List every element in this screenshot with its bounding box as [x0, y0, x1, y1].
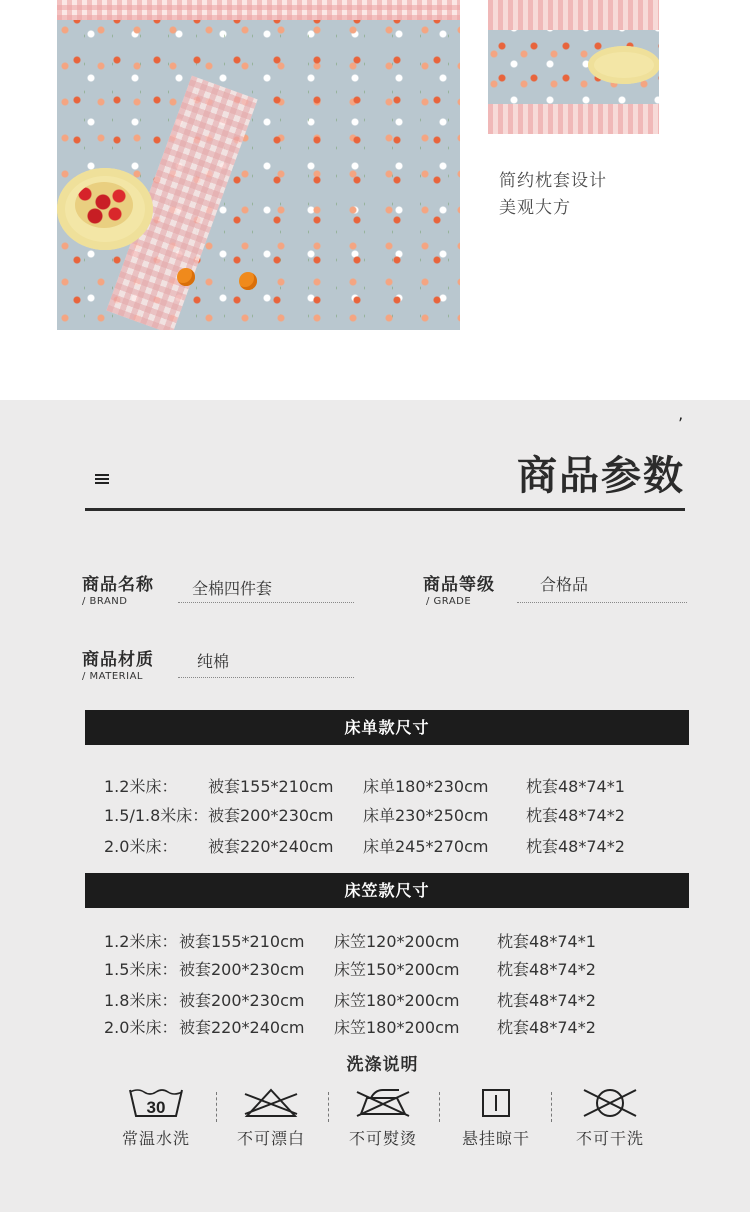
spec-brand [82, 570, 273, 607]
photo-caption [499, 168, 607, 222]
bowl [588, 46, 659, 84]
pillowcase-size: 枕套48*74*2 [497, 1018, 596, 1037]
pillowcase-size: 枕套48*74*1 [497, 932, 596, 951]
dotted-line [178, 677, 354, 678]
bed-size: 1.5米床： [104, 960, 178, 979]
bed-size: 2.0米床： [104, 837, 178, 856]
caption-line: 美观大方 [499, 198, 571, 218]
wash-label: 不可漂白 [236, 1129, 305, 1148]
fitted-size-header: 床笠款尺寸 [85, 873, 689, 908]
wash-label: 不可干洗 [575, 1129, 644, 1148]
no-dry-clean-icon [580, 1086, 640, 1120]
no-iron-icon [353, 1086, 413, 1120]
quote-mark: ’ [678, 414, 684, 433]
separator [328, 1092, 329, 1122]
spec-grade [423, 570, 589, 607]
menu-icon [95, 474, 109, 485]
wash-30-icon [126, 1086, 186, 1120]
wash-item [106, 1086, 206, 1149]
wash-temp: 30 [146, 1098, 166, 1117]
spec-value: 纯棉 [197, 652, 230, 671]
orange-fruit [239, 272, 257, 290]
fitted-sheet-size: 床笠180*200cm [334, 1018, 460, 1037]
spec-sublabel: / BRAND [82, 596, 128, 607]
pink-sheet [488, 0, 659, 30]
panel-title: 商品参数 [517, 453, 685, 499]
product-photo-area [0, 0, 750, 400]
duvet-size: 被套155*210cm [179, 932, 305, 951]
spec-material [82, 645, 230, 682]
no-bleach-icon [241, 1086, 301, 1120]
bed-size: 2.0米床： [104, 1018, 178, 1037]
wash-instructions-title: 洗涤说明 [346, 1055, 419, 1075]
separator [216, 1092, 217, 1122]
strawberry-bowl [57, 168, 153, 250]
dotted-line [517, 602, 687, 603]
pillow-photo [57, 0, 460, 330]
sheet-size: 床单230*250cm [363, 806, 489, 825]
duvet-size: 被套220*240cm [179, 1018, 305, 1037]
separator [551, 1092, 552, 1122]
sheet-size-header: 床单款尺寸 [85, 710, 689, 745]
sheet-size: 床单245*270cm [363, 837, 489, 856]
wash-label: 悬挂晾干 [461, 1129, 530, 1148]
wash-label: 常温水洗 [121, 1129, 190, 1148]
pillow-detail-photo [488, 0, 659, 134]
pillowcase-size: 枕套48*74*1 [526, 777, 625, 796]
spec-label: 商品名称 [82, 575, 154, 595]
gingham-sheet [57, 0, 460, 20]
fitted-sheet-size: 床笠150*200cm [334, 960, 460, 979]
duvet-size: 被套200*230cm [179, 991, 305, 1010]
wash-item [446, 1086, 546, 1149]
bed-size: 1.5/1.8米床： [104, 806, 209, 825]
duvet-size: 被套220*240cm [208, 837, 334, 856]
fitted-sheet-size: 床笠180*200cm [334, 991, 460, 1010]
bed-size: 1.2米床： [104, 777, 178, 796]
wash-item [560, 1086, 660, 1149]
spec-sublabel: / MATERIAL [82, 671, 143, 682]
bed-size: 1.8米床： [104, 991, 178, 1010]
pillowcase-size: 枕套48*74*2 [497, 960, 596, 979]
pillowcase-size: 枕套48*74*2 [497, 991, 596, 1010]
caption-line: 简约枕套设计 [499, 171, 607, 191]
duvet-size: 被套155*210cm [208, 777, 334, 796]
orange-fruit [177, 268, 195, 286]
spec-value: 全棉四件套 [192, 579, 273, 598]
wash-item [333, 1086, 433, 1149]
pillowcase-size: 枕套48*74*2 [526, 837, 625, 856]
dotted-line [178, 602, 354, 603]
pink-sheet [488, 104, 659, 134]
title-divider [85, 508, 685, 511]
wash-label: 不可熨烫 [348, 1129, 417, 1148]
duvet-size: 被套200*230cm [179, 960, 305, 979]
spec-sublabel: / GRADE [426, 596, 472, 607]
separator [439, 1092, 440, 1122]
spec-label: 商品材质 [82, 650, 154, 670]
product-parameters-panel [0, 400, 750, 1212]
spec-value: 合格品 [540, 575, 589, 594]
wash-item [221, 1086, 321, 1149]
bed-size: 1.2米床： [104, 932, 178, 951]
fitted-sheet-size: 床笠120*200cm [334, 932, 460, 951]
spec-label: 商品等级 [423, 575, 495, 595]
pillowcase-size: 枕套48*74*2 [526, 806, 625, 825]
line-dry-icon [466, 1086, 526, 1120]
duvet-size: 被套200*230cm [208, 806, 334, 825]
sheet-size: 床单180*230cm [363, 777, 489, 796]
